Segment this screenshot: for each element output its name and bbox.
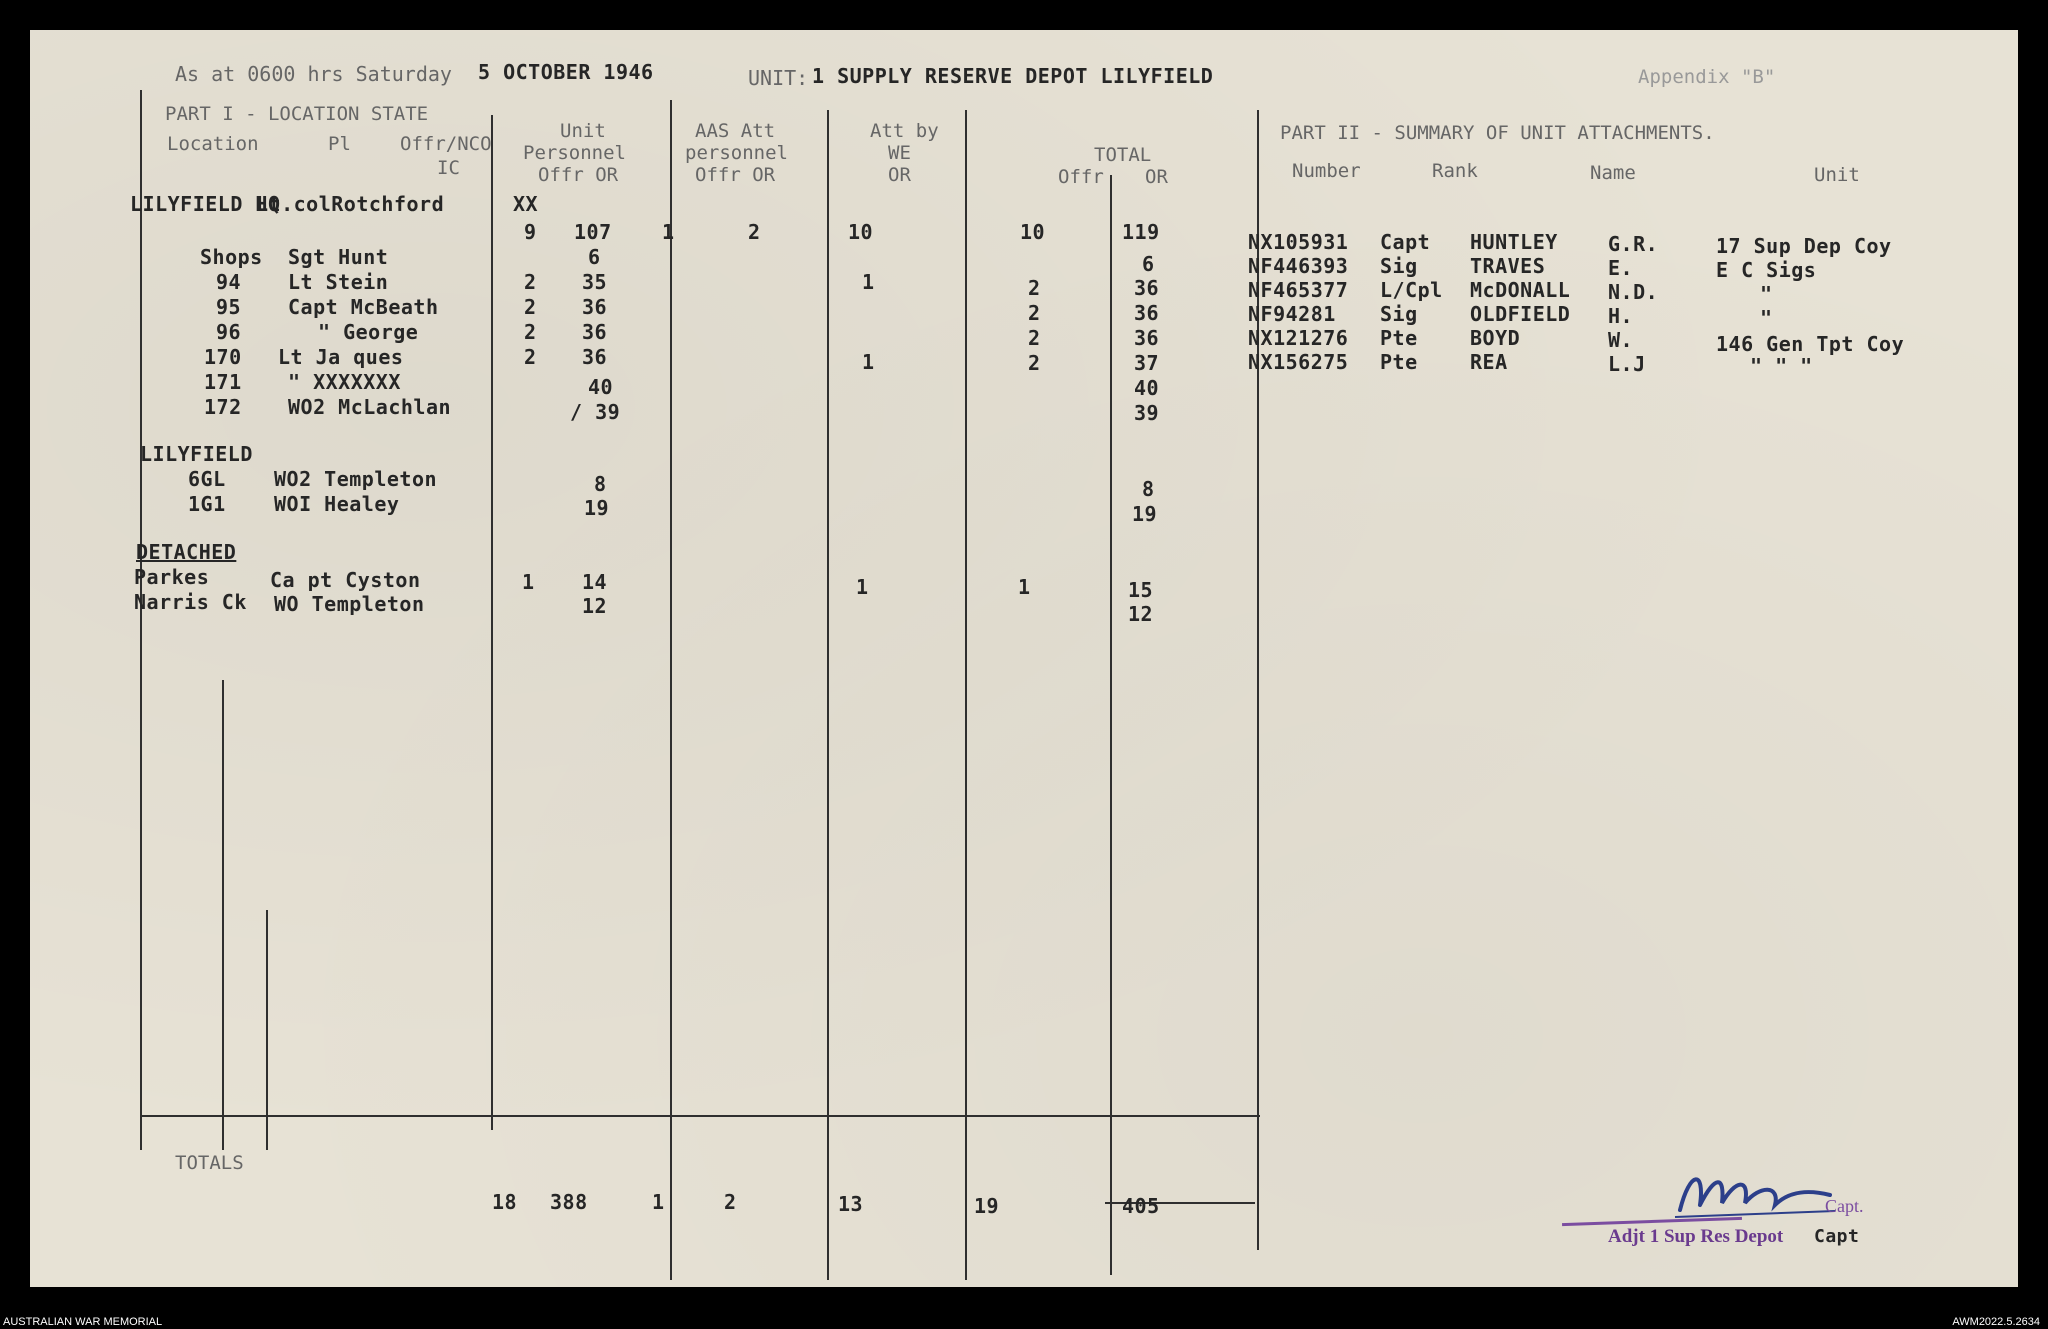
att-rank: Sig <box>1380 254 1418 278</box>
stamp-capt-typed: Capt <box>1814 1226 1860 1247</box>
rule-total <box>1110 175 1112 1275</box>
row-unit-or: 19 <box>584 496 610 520</box>
col-offr-nco: Offr/NCO <box>400 133 492 155</box>
row-we: 1 <box>856 575 869 599</box>
row-loc: Parkes <box>134 565 210 589</box>
row-ic: WOI Healey <box>274 492 400 516</box>
row-we: 1 <box>862 350 875 374</box>
att-name: BOYD <box>1470 326 1521 350</box>
row-aas-or: 2 <box>748 220 761 244</box>
row-unit-offr: 2 <box>524 320 537 344</box>
att-name: OLDFIELD <box>1470 302 1571 326</box>
row-total-offr: 1 <box>1018 575 1031 599</box>
row-unit-or: 40 <box>588 375 614 399</box>
att-number: NF446393 <box>1248 254 1349 278</box>
row-ic: Lt Stein <box>288 270 389 294</box>
section-detached: DETACHED <box>136 540 237 564</box>
appendix-label: Appendix "B" <box>1638 66 1776 88</box>
row-loc: 94 <box>216 270 242 294</box>
col-unit2: Unit <box>1814 164 1860 186</box>
att-unit: " " " <box>1750 354 1813 378</box>
row-ic: " George <box>318 320 419 344</box>
att-number: NX156275 <box>1248 350 1349 374</box>
row-total-offr: 2 <box>1028 351 1041 375</box>
col-name: Name <box>1590 162 1636 184</box>
row-unit-or: 8 <box>594 472 607 496</box>
col-total: TOTAL <box>1094 144 1152 166</box>
row-ic: Capt McBeath <box>288 295 439 319</box>
att-name: McDONALL <box>1470 278 1571 302</box>
att-name: HUNTLEY <box>1470 230 1558 254</box>
row-loc: 95 <box>216 295 242 319</box>
section-lilyfield: LILYFIELD <box>140 442 253 466</box>
row-loc: 1G1 <box>188 492 226 516</box>
unit-name: 1 SUPPLY RESERVE DEPOT LILYFIELD <box>812 64 1214 88</box>
archive-credit: AUSTRALIAN WAR MEMORIAL <box>3 1316 163 1328</box>
document-page <box>30 30 2018 1287</box>
att-initials: G.R. <box>1608 232 1659 256</box>
row-we: 1 <box>862 270 875 294</box>
total-aas-offr: 1 <box>652 1190 665 1214</box>
rule-totals <box>140 1115 1260 1117</box>
rule-att <box>827 110 829 1280</box>
row-aas-offr: 1 <box>662 220 675 244</box>
row-loc: 171 <box>204 370 242 394</box>
total-aas-or: 2 <box>724 1190 737 1214</box>
att-unit: " <box>1760 282 1773 306</box>
unit-label: UNIT: <box>748 66 809 90</box>
row-unit-or: 6 <box>588 245 601 269</box>
row-total-or: 36 <box>1134 326 1160 350</box>
row-unit-or: 107 <box>574 220 612 244</box>
att-initials: E. <box>1608 256 1634 280</box>
as-at-text: As at 0600 hrs Saturday <box>175 62 452 86</box>
row-total-offr: 10 <box>1020 220 1046 244</box>
rule-unit <box>491 115 493 1130</box>
att-name: TRAVES <box>1470 254 1546 278</box>
row-unit-offr: 2 <box>524 270 537 294</box>
att-initials: W. <box>1608 328 1634 352</box>
total-we: 13 <box>838 1192 864 1216</box>
row-unit-or: 36 <box>582 295 608 319</box>
row-unit-or: 36 <box>582 320 608 344</box>
rule-offr <box>266 910 268 1150</box>
att-number: NF465377 <box>1248 278 1349 302</box>
att-number: NX121276 <box>1248 326 1349 350</box>
col-we: WE <box>888 142 911 164</box>
col-personnel: Personnel <box>523 142 626 164</box>
col-pl: Pl <box>328 133 351 155</box>
row-loc: 6GL <box>188 467 226 491</box>
col-total-offr: Offr <box>1058 166 1104 188</box>
att-unit: E C Sigs <box>1716 258 1817 282</box>
row-unit-offr: 2 <box>524 345 537 369</box>
row-unit-offr: XX <box>513 192 539 216</box>
att-unit: " <box>1760 306 1773 330</box>
att-rank: Capt <box>1380 230 1431 254</box>
adjt-stamp: Adjt 1 Sup Res Depot <box>1608 1226 1784 1247</box>
row-total-or: 40 <box>1134 376 1160 400</box>
row-total-or: 15 <box>1128 578 1154 602</box>
signature-capt: Capt. <box>1825 1196 1864 1216</box>
att-rank: Sig <box>1380 302 1418 326</box>
col-ic: IC <box>437 157 460 179</box>
col-we-or: OR <box>888 164 911 186</box>
att-rank: Pte <box>1380 326 1418 350</box>
rule-pl <box>222 680 224 1150</box>
rule-aas <box>670 100 672 1280</box>
row-unit-offr: 9 <box>524 220 537 244</box>
col-att-by: Att by <box>870 120 939 142</box>
row-total-offr: 2 <box>1028 276 1041 300</box>
total-total-or: 405 <box>1122 1194 1160 1218</box>
att-initials: L.J <box>1608 352 1646 376</box>
row-total-or: 36 <box>1134 301 1160 325</box>
row-ic: WO Templeton <box>274 592 425 616</box>
part1-title: PART I - LOCATION STATE <box>165 103 429 125</box>
row-total-offr: 2 <box>1028 301 1041 325</box>
row-loc: Narris Ck <box>134 590 247 614</box>
col-aas: AAS Att <box>695 120 776 142</box>
row-loc: Shops <box>200 245 263 269</box>
col-aas-personnel: personnel <box>685 142 788 164</box>
report-date: 5 OCTOBER 1946 <box>478 60 654 84</box>
row-we: 10 <box>848 220 874 244</box>
row-ic: WO2 McLachlan <box>288 395 452 419</box>
row-ic: Lt Ja ques <box>278 345 404 369</box>
rule-left <box>140 90 142 1150</box>
row-ic: Ca pt Cyston <box>270 568 421 592</box>
col-aas-offr-or: Offr OR <box>695 164 776 186</box>
total-unit-offr: 18 <box>492 1190 518 1214</box>
totals-label: TOTALS <box>175 1152 244 1174</box>
row-unit-offr: 1 <box>522 570 535 594</box>
col-unit-offr-or: Offr OR <box>538 164 619 186</box>
row-loc: LILYFIELD HQ <box>130 192 281 216</box>
col-number: Number <box>1292 160 1361 182</box>
att-initials: H. <box>1608 304 1634 328</box>
col-unit: Unit <box>560 120 606 142</box>
row-total-or: 6 <box>1142 252 1155 276</box>
row-ic: " XXXXXXX <box>288 370 401 394</box>
att-initials: N.D. <box>1608 280 1659 304</box>
att-rank: L/Cpl <box>1380 278 1443 302</box>
row-total-or: 119 <box>1122 220 1160 244</box>
row-unit-or: 12 <box>582 594 608 618</box>
row-loc: 172 <box>204 395 242 419</box>
att-rank: Pte <box>1380 350 1418 374</box>
total-total-offr: 19 <box>974 1194 1000 1218</box>
signature-mark <box>1670 1165 1840 1225</box>
att-unit: 146 Gen Tpt Coy <box>1716 332 1905 356</box>
row-ic: Lt.colRotchford <box>256 192 445 216</box>
col-total-or: OR <box>1145 166 1168 188</box>
row-total-or: 37 <box>1134 351 1160 375</box>
row-loc: 170 <box>204 345 242 369</box>
row-ic: Sgt Hunt <box>288 245 389 269</box>
col-rank: Rank <box>1432 160 1478 182</box>
row-unit-or: 36 <box>582 345 608 369</box>
total-unit-or: 388 <box>550 1190 588 1214</box>
row-unit-or: 14 <box>582 570 608 594</box>
col-location: Location <box>167 133 259 155</box>
row-total-or: 12 <box>1128 602 1154 626</box>
part2-title: PART II - SUMMARY OF UNIT ATTACHMENTS. <box>1280 122 1715 144</box>
row-total-offr: 2 <box>1028 326 1041 350</box>
row-unit-or: / 39 <box>570 400 621 424</box>
rule-we <box>965 110 967 1280</box>
row-total-or: 36 <box>1134 276 1160 300</box>
row-unit-or: 35 <box>582 270 608 294</box>
row-total-or: 39 <box>1134 401 1160 425</box>
row-total-or: 19 <box>1132 502 1158 526</box>
row-total-or: 8 <box>1142 477 1155 501</box>
row-ic: WO2 Templeton <box>274 467 438 491</box>
att-number: NX105931 <box>1248 230 1349 254</box>
row-unit-offr: 2 <box>524 295 537 319</box>
row-loc: 96 <box>216 320 242 344</box>
att-number: NF94281 <box>1248 302 1336 326</box>
archive-reference: AWM2022.5.2634 <box>1952 1316 2040 1328</box>
att-unit: 17 Sup Dep Coy <box>1716 234 1892 258</box>
att-name: REA <box>1470 350 1508 374</box>
